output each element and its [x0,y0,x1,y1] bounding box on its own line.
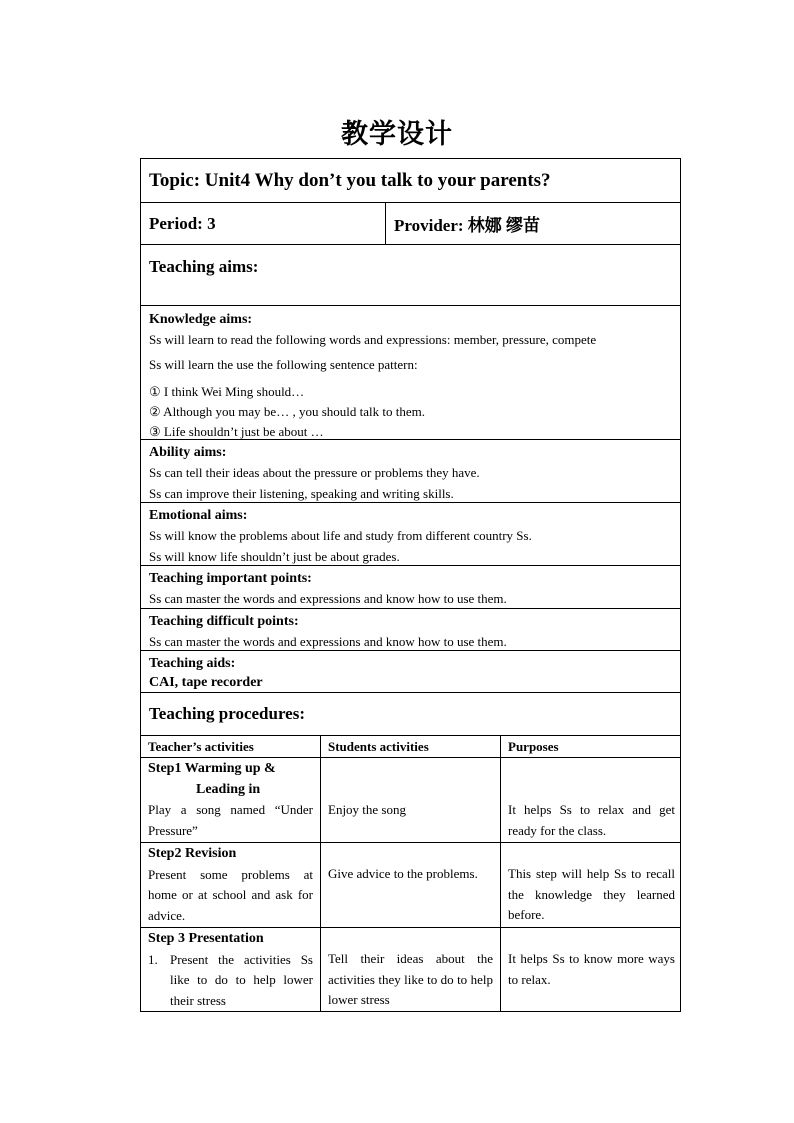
emotional-line: Ss will know life shouldn’t just be about grades. [149,549,400,564]
difficult-points-heading: Teaching difficult points: [149,614,299,629]
step1-students-cell [321,758,501,842]
knowledge-pattern: ① I think Wei Ming should… [149,384,305,399]
step1-students-activity: Enjoy the song [328,802,406,817]
step2-teacher-activity: Present some problems at home or at school and ask for advice. [148,866,313,923]
lesson-plan-table [140,158,681,1012]
knowledge-pattern: ③ Life shouldn’t just be about … [149,424,324,439]
document-title: 教学设计 [341,119,453,150]
step1-teacher-activity: Play a song named “Under Pressure” [148,802,313,838]
teaching-aims-row [141,245,681,306]
provider-cell [386,203,548,244]
column-header-students: Students activities [321,736,501,759]
important-points-section [141,566,681,609]
step3-list-number: 1. [148,951,158,967]
knowledge-line: Ss will learn to read the following words and expressions: member, pressure, compete [149,332,597,347]
step2-title: Step2 Revision [148,846,237,861]
emotional-aims-heading: Emotional aims: [149,508,248,523]
knowledge-line: Ss will learn the use the following sentence pattern: [149,357,418,372]
provider-text: Provider: 林娜 缪苗 [394,216,541,235]
difficult-points-line: Ss can master the words and expressions and know how to use them. [149,634,507,649]
teaching-aims-heading: Teaching aims: [149,257,259,276]
step3-purpose: It helps Ss to know more ways to relax. [508,951,675,987]
step2-purpose: This step will help Ss to recall the knowledge they learned before. [508,866,675,922]
step2-teacher-cell [141,843,321,927]
important-points-heading: Teaching important points: [149,571,312,586]
procedure-step-row [141,758,681,843]
ability-line: Ss can tell their ideas about the pressure or problems they have. [149,465,480,480]
period-text: Period: 3 [149,213,216,233]
teaching-aids-section [141,651,681,693]
knowledge-aims-section [141,306,681,440]
teaching-procedures-heading: Teaching procedures: [149,704,306,723]
step3-students-cell [321,928,501,1012]
step3-teacher-cell [141,928,321,1012]
procedure-step-row [141,843,681,928]
topic-row [141,159,681,203]
step1-subtitle: Leading in [196,781,261,797]
column-header-teacher: Teacher’s activities [141,736,321,759]
teaching-aids-heading: Teaching aids: [149,656,236,671]
ability-aims-heading: Ability aims: [149,445,227,460]
step1-title: Step1 Warming up & [148,761,276,776]
step3-teacher-activity: Present the activities Ss like to do to help lower their stress [170,951,313,1008]
step3-purpose-cell [501,928,682,1012]
emotional-line: Ss will know the problems about life and study from different country Ss. [149,528,532,543]
step3-title: Step 3 Presentation [148,931,264,946]
step1-purpose: It helps Ss to relax and get ready for the class. [508,802,675,838]
knowledge-aims-heading: Knowledge aims: [149,312,253,327]
teaching-aids-line: CAI, tape recorder [149,675,263,690]
step2-purpose-cell [501,843,682,927]
procedures-table-header [141,736,681,758]
knowledge-pattern: ② Although you may be… , you should talk to them. [149,404,425,419]
step3-students-activity: Tell their ideas about the activities they like to do to help lower stress [328,951,493,1007]
step1-teacher-cell [141,758,321,842]
step2-students-activity: Give advice to the problems. [328,866,478,881]
emotional-aims-section [141,503,681,566]
column-header-purposes: Purposes [508,739,559,754]
ability-line: Ss can improve their listening, speaking and writing skills. [149,486,454,501]
step1-purpose-cell [501,758,682,842]
procedure-step-row [141,928,681,1012]
teaching-procedures-row [141,693,681,736]
important-points-line: Ss can master the words and expressions and know how to use them. [149,591,507,606]
period-cell [141,203,386,244]
topic-text: Topic: Unit4 Why don’t you talk to your parents? [149,169,551,191]
period-provider-row [141,203,681,245]
difficult-points-section [141,609,681,651]
ability-aims-section [141,440,681,503]
step2-students-cell [321,843,501,927]
